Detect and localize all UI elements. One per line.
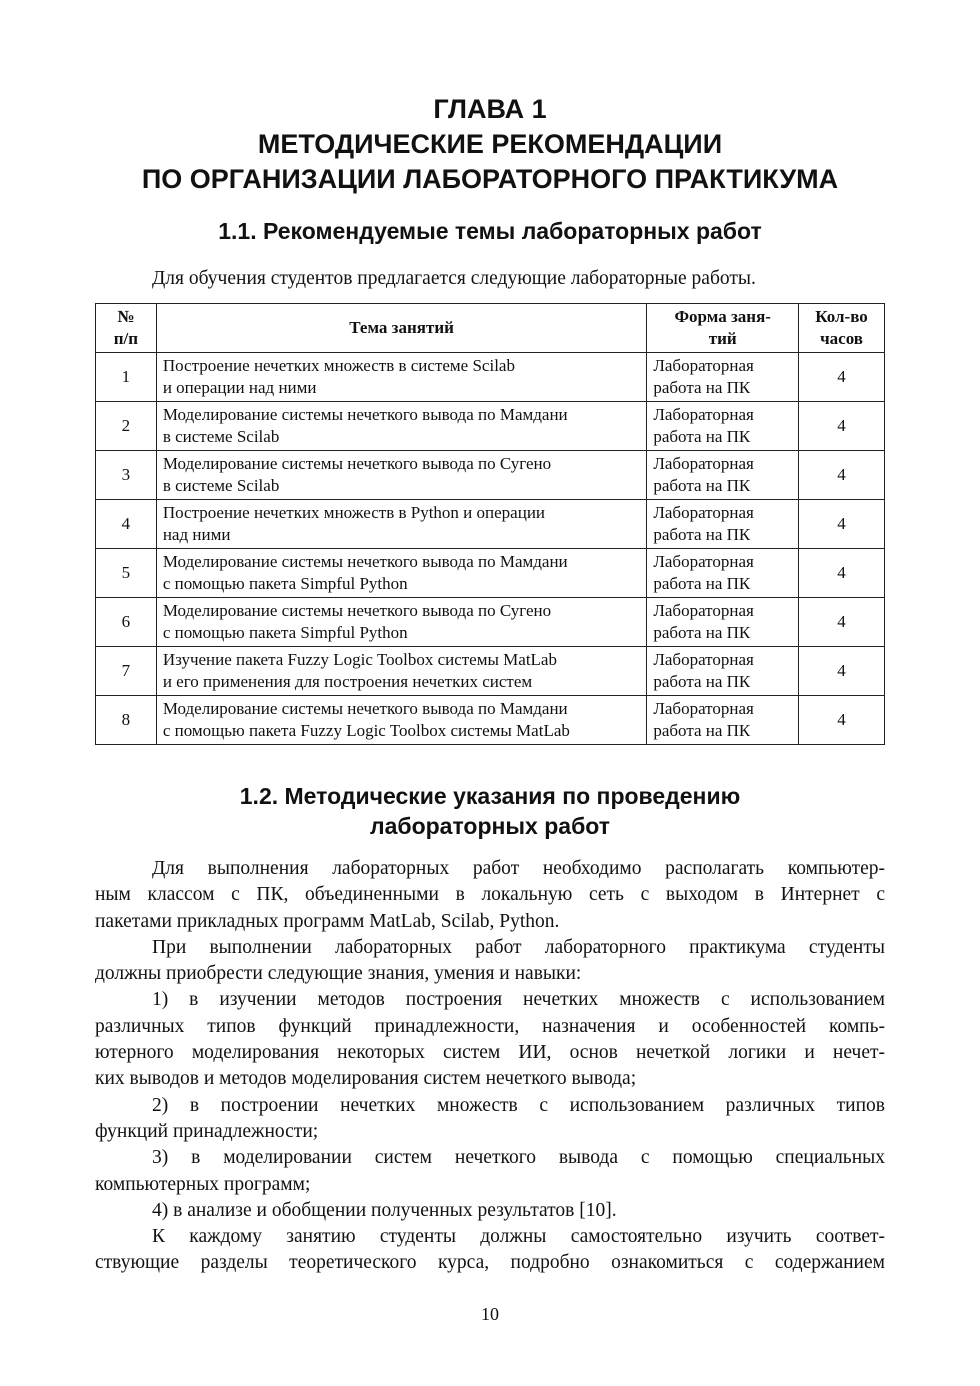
paragraph [95,1145,885,1198]
paragraph-line: ких выводов и методов моделирования систем нечеткого вывода; [95,1068,637,1090]
section-heading-line: лабораторных работ [369,813,611,839]
topic-text: с помощью пакета Simpful Python [162,623,408,642]
page-number: 10 [481,1304,499,1324]
paragraph-line: функций принадлежности; [95,1120,319,1142]
topic-text: Моделирование системы нечеткого вывода по Мамдани [162,698,568,718]
table-header-cell [96,304,157,353]
hours-cell: 4 [799,353,885,402]
table-row [96,549,885,598]
section-heading-1-1: 1.1. Рекомендуемые темы лабораторных работ [218,218,762,244]
header-text: тий [708,329,737,348]
paragraph-line: ным классом с ПК, объединенными в локальную сеть с выходом в Интернет с [95,884,885,906]
paragraph-line: должны приобрести следующие знания, умения и навыки: [95,963,582,985]
paragraph [95,1093,885,1146]
hours-cell: 4 [799,647,885,696]
table-row [96,353,885,402]
form-text: Лабораторная [653,355,754,375]
form-cell [647,451,799,500]
form-text: работа на ПК [653,672,751,691]
chapter-title [0,92,980,197]
form-text: Лабораторная [653,404,754,424]
topic-cell [156,598,647,647]
row-number-cell: 1 [96,353,157,402]
form-text: работа на ПК [653,476,751,495]
paragraph-line: ютерного моделирования некоторых систем ИИ, основ нечеткой логики и нечет- [95,1042,885,1064]
topic-cell [156,353,647,402]
row-number-cell: 4 [96,500,157,549]
form-cell [647,402,799,451]
paragraph-line: 1) в изучении методов построения нечетких множеств с использованием [152,989,885,1011]
paragraph [95,1224,885,1277]
topic-text: Моделирование системы нечеткого вывода по Мамдани [162,404,568,424]
chapter-title-line: ГЛАВА 1 [433,94,547,124]
table-row [96,696,885,745]
topic-text: с помощью пакета Simpful Python [162,574,408,593]
body-text [95,856,885,1277]
topic-text: Построение нечетких множеств в системе Scilab [162,355,515,375]
section-heading-1-2 [0,781,980,841]
form-text: Лабораторная [653,600,754,620]
table-header-row [96,304,885,353]
form-text: Лабораторная [653,649,754,669]
topic-text: в системе Scilab [162,427,280,446]
form-text: Лабораторная [653,502,754,522]
table-header-cell [156,304,647,353]
section-heading-line: 1.2. Методические указания по проведению [239,783,741,809]
form-text: Лабораторная [653,453,754,473]
topic-text: Построение нечетких множеств в Python и операции [162,502,546,522]
row-number-cell: 5 [96,549,157,598]
header-text: п/п [113,329,139,348]
hours-cell: 4 [799,500,885,549]
table-row [96,402,885,451]
paragraph-line: К каждому занятию студенты должны самостоятельно изучить соответ- [152,1226,885,1248]
form-cell [647,549,799,598]
chapter-title-line: ПО ОРГАНИЗАЦИИ ЛАБОРАТОРНОГО ПРАКТИКУМА [141,164,839,194]
paragraph-line: пакетами прикладных программ MatLab, Scilab, Python. [95,910,560,932]
row-number-cell: 8 [96,696,157,745]
topic-text: в системе Scilab [162,476,280,495]
table-header-cell [799,304,885,353]
row-number-cell: 2 [96,402,157,451]
form-cell [647,598,799,647]
paragraph [95,856,885,935]
topic-cell [156,402,647,451]
table-row [96,647,885,696]
chapter-title-line: МЕТОДИЧЕСКИЕ РЕКОМЕНДАЦИИ [257,129,723,159]
paragraph [95,1198,885,1224]
form-text: работа на ПК [653,378,751,397]
topic-cell [156,451,647,500]
topic-text: над ними [162,525,231,544]
table-row [96,451,885,500]
paragraph-line: 4) в анализе и обобщении полученных результатов [10]. [152,1199,617,1221]
form-text: работа на ПК [653,427,751,446]
topic-text: Моделирование системы нечеткого вывода по Сугено [162,600,552,620]
row-number-cell: 3 [96,451,157,500]
topic-text: и операции над ними [162,378,317,397]
topic-text: Моделирование системы нечеткого вывода по Мамдани [162,551,568,571]
intro-text: Для обучения студентов предлагается следующие лабораторные работы. [152,268,756,289]
hours-cell: 4 [799,451,885,500]
header-text: № [117,306,135,326]
form-cell [647,500,799,549]
form-text: Лабораторная [653,698,754,718]
paragraph [95,935,885,988]
row-number-cell: 6 [96,598,157,647]
table-row [96,500,885,549]
form-text: работа на ПК [653,721,751,740]
header-text: Форма заня- [674,306,771,326]
paragraph-line: ствующие разделы теоретического курса, подробно ознакомиться с содержанием [95,1252,885,1274]
table-header-cell [647,304,799,353]
form-cell [647,647,799,696]
header-text: часов [820,329,863,348]
paragraph-line: различных типов функций принадлежности, назначения и особенностей компь- [95,1015,885,1037]
topic-cell [156,647,647,696]
topic-cell [156,500,647,549]
form-cell [647,353,799,402]
hours-cell: 4 [799,549,885,598]
paragraph-line: компьютерных программ; [95,1173,311,1195]
paragraph [95,987,885,1092]
form-text: работа на ПК [653,525,751,544]
header-text: Кол-во [815,306,868,326]
hours-cell: 4 [799,696,885,745]
form-cell [647,696,799,745]
paragraph-line: 2) в построении нечетких множеств с использованием различных типов [152,1094,885,1116]
paragraph-line: 3) в моделировании систем нечеткого вывода с помощью специальных [152,1147,885,1169]
lab-topics-table [95,303,885,745]
topic-text: с помощью пакета Fuzzy Logic Toolbox системы MatLab [162,721,570,740]
row-number-cell: 7 [96,647,157,696]
topic-text: Моделирование системы нечеткого вывода по Сугено [162,453,552,473]
form-text: работа на ПК [653,623,751,642]
hours-cell: 4 [799,402,885,451]
hours-cell: 4 [799,598,885,647]
topic-text: и его применения для построения нечетких систем [162,672,533,691]
header-text: Тема занятий [349,317,454,337]
paragraph-line: При выполнении лабораторных работ лабораторного практикума студенты [152,936,885,958]
form-text: Лабораторная [653,551,754,571]
form-text: работа на ПК [653,574,751,593]
topic-cell [156,549,647,598]
topic-cell [156,696,647,745]
topic-text: Изучение пакета Fuzzy Logic Toolbox системы MatLab [162,649,557,669]
paragraph-line: Для выполнения лабораторных работ необходимо располагать компьютер- [152,858,885,879]
table-row [96,598,885,647]
